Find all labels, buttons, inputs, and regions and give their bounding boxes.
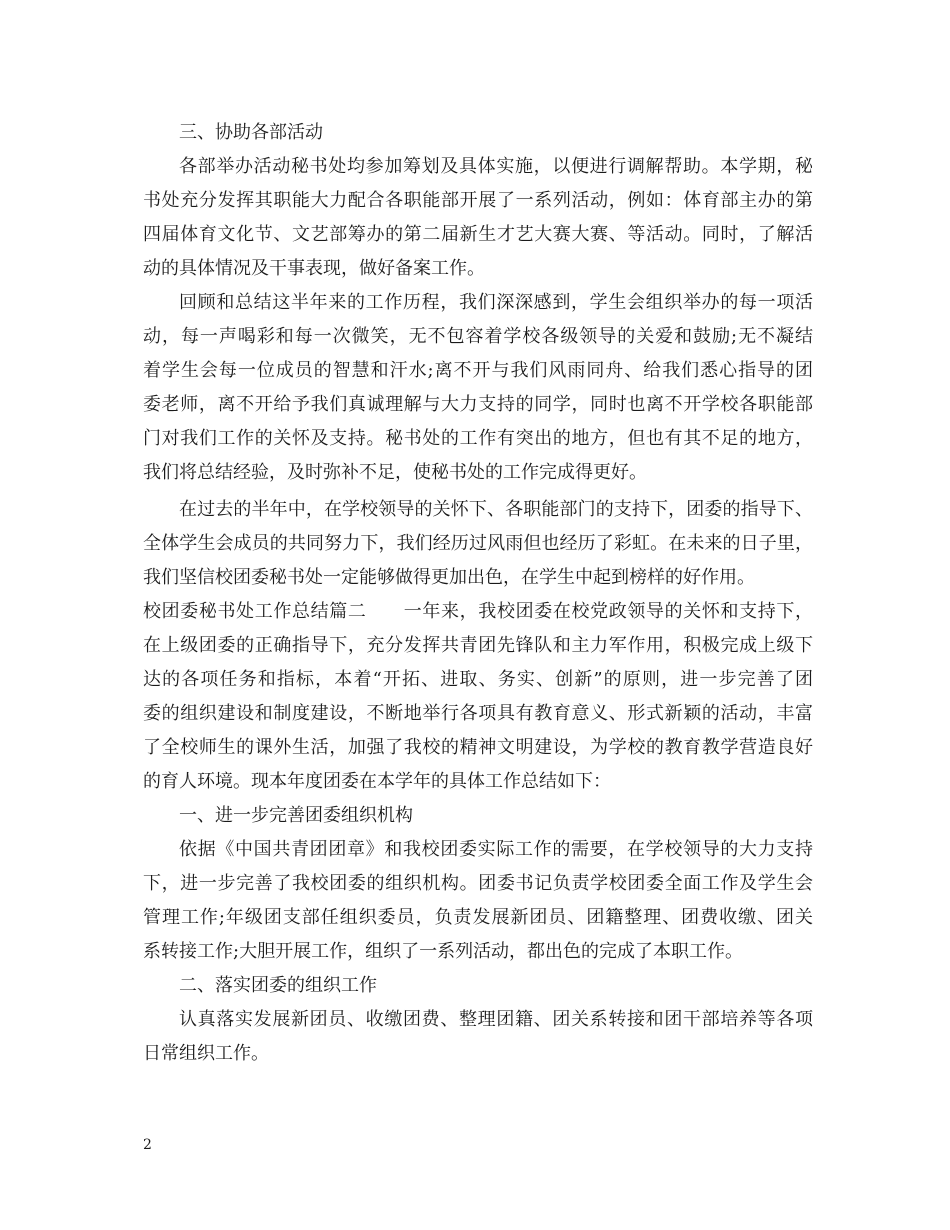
paragraph-line: 回顾和总结这半年来的工作历程，我们深深感到，学生会组织举办的每一项活 bbox=[179, 292, 813, 313]
paragraph-line: 动的具体情况及干事表现，做好备案工作。 bbox=[143, 258, 485, 279]
paragraph-line: 委的组织建设和制度建设，不断地举行各项具有教育意义、形式新颖的活动，丰富 bbox=[143, 703, 813, 724]
section-heading: 三、协助各部活动 bbox=[179, 122, 323, 143]
paragraph-line: 我们将总结经验，及时弥补不足，使秘书处的工作完成得更好。 bbox=[143, 462, 647, 483]
section-title-line: 校团委秘书处工作总结篇二 一年来，我校团委在校党政领导的关怀和支持下， bbox=[143, 601, 813, 622]
paragraph-line: 我们坚信校团委秘书处一定能够做得更加出色，在学生中起到榜样的好作用。 bbox=[143, 567, 755, 588]
section-heading: 一、进一步完善团委组织机构 bbox=[179, 805, 413, 826]
paragraph-line: 委老师，离不开给予我们真诚理解与大力支持的同学，同时也离不开学校各职能部 bbox=[143, 394, 813, 415]
paragraph-line: 门对我们工作的关怀及支持。秘书处的工作有突出的地方，但也有其不足的地方， bbox=[143, 428, 813, 449]
paragraph-line: 全体学生会成员的共同努力下，我们经历过风雨但也经历了彩虹。在未来的日子里， bbox=[143, 533, 813, 554]
paragraph-line: 认真落实发展新团员、收缴团费、整理团籍、团关系转接和团干部培养等各项 bbox=[179, 1009, 813, 1030]
paragraph-line: 管理工作;年级团支部任组织委员，负责发展新团员、团籍整理、团费收缴、团关 bbox=[143, 907, 813, 928]
paragraph-line: 下，进一步完善了我校团委的组织机构。团委书记负责学校团委全面工作及学生会 bbox=[143, 873, 813, 894]
paragraph-line: 各部举办活动秘书处均参加筹划及具体实施，以便进行调解帮助。本学期，秘 bbox=[179, 156, 813, 177]
paragraph-line: 四届体育文化节、文艺部筹办的第二届新生才艺大赛大赛、等活动。同时，了解活 bbox=[143, 224, 813, 245]
section-heading: 二、落实团委的组织工作 bbox=[179, 975, 377, 996]
paragraph-line: 书处充分发挥其职能大力配合各职能部开展了一系列活动，例如：体育部主办的第 bbox=[143, 190, 813, 211]
paragraph-line: 的育人环境。现本年度团委在本学年的具体工作总结如下： bbox=[143, 771, 611, 792]
document-body bbox=[143, 116, 813, 1071]
paragraph-line: 着学生会每一位成员的智慧和汗水;离不开与我们风雨同舟、给我们悉心指导的团 bbox=[143, 360, 813, 381]
paragraph-line: 达的各项任务和指标，本着“开拓、进取、务实、创新”的原则，进一步完善了团 bbox=[143, 669, 813, 690]
paragraph-line: 系转接工作;大胆开展工作，组织了一系列活动，都出色的完成了本职工作。 bbox=[143, 941, 744, 962]
page-number: 2 bbox=[143, 1137, 152, 1153]
paragraph-line: 依据《中国共青团团章》和我校团委实际工作的需要，在学校领导的大力支持 bbox=[179, 839, 813, 860]
paragraph-line: 了全校师生的课外生活，加强了我校的精神文明建设，为学校的教育教学营造良好 bbox=[143, 737, 813, 758]
paragraph-line: 动，每一声喝彩和每一次微笑，无不包容着学校各级领导的关爱和鼓励;无不凝结 bbox=[143, 326, 813, 347]
paragraph-line: 在上级团委的正确指导下，充分发挥共青团先锋队和主力军作用，积极完成上级下 bbox=[143, 635, 813, 656]
paragraph-line: 在过去的半年中，在学校领导的关怀下、各职能部门的支持下，团委的指导下、 bbox=[179, 499, 813, 520]
paragraph-line: 日常组织工作。 bbox=[143, 1043, 269, 1064]
